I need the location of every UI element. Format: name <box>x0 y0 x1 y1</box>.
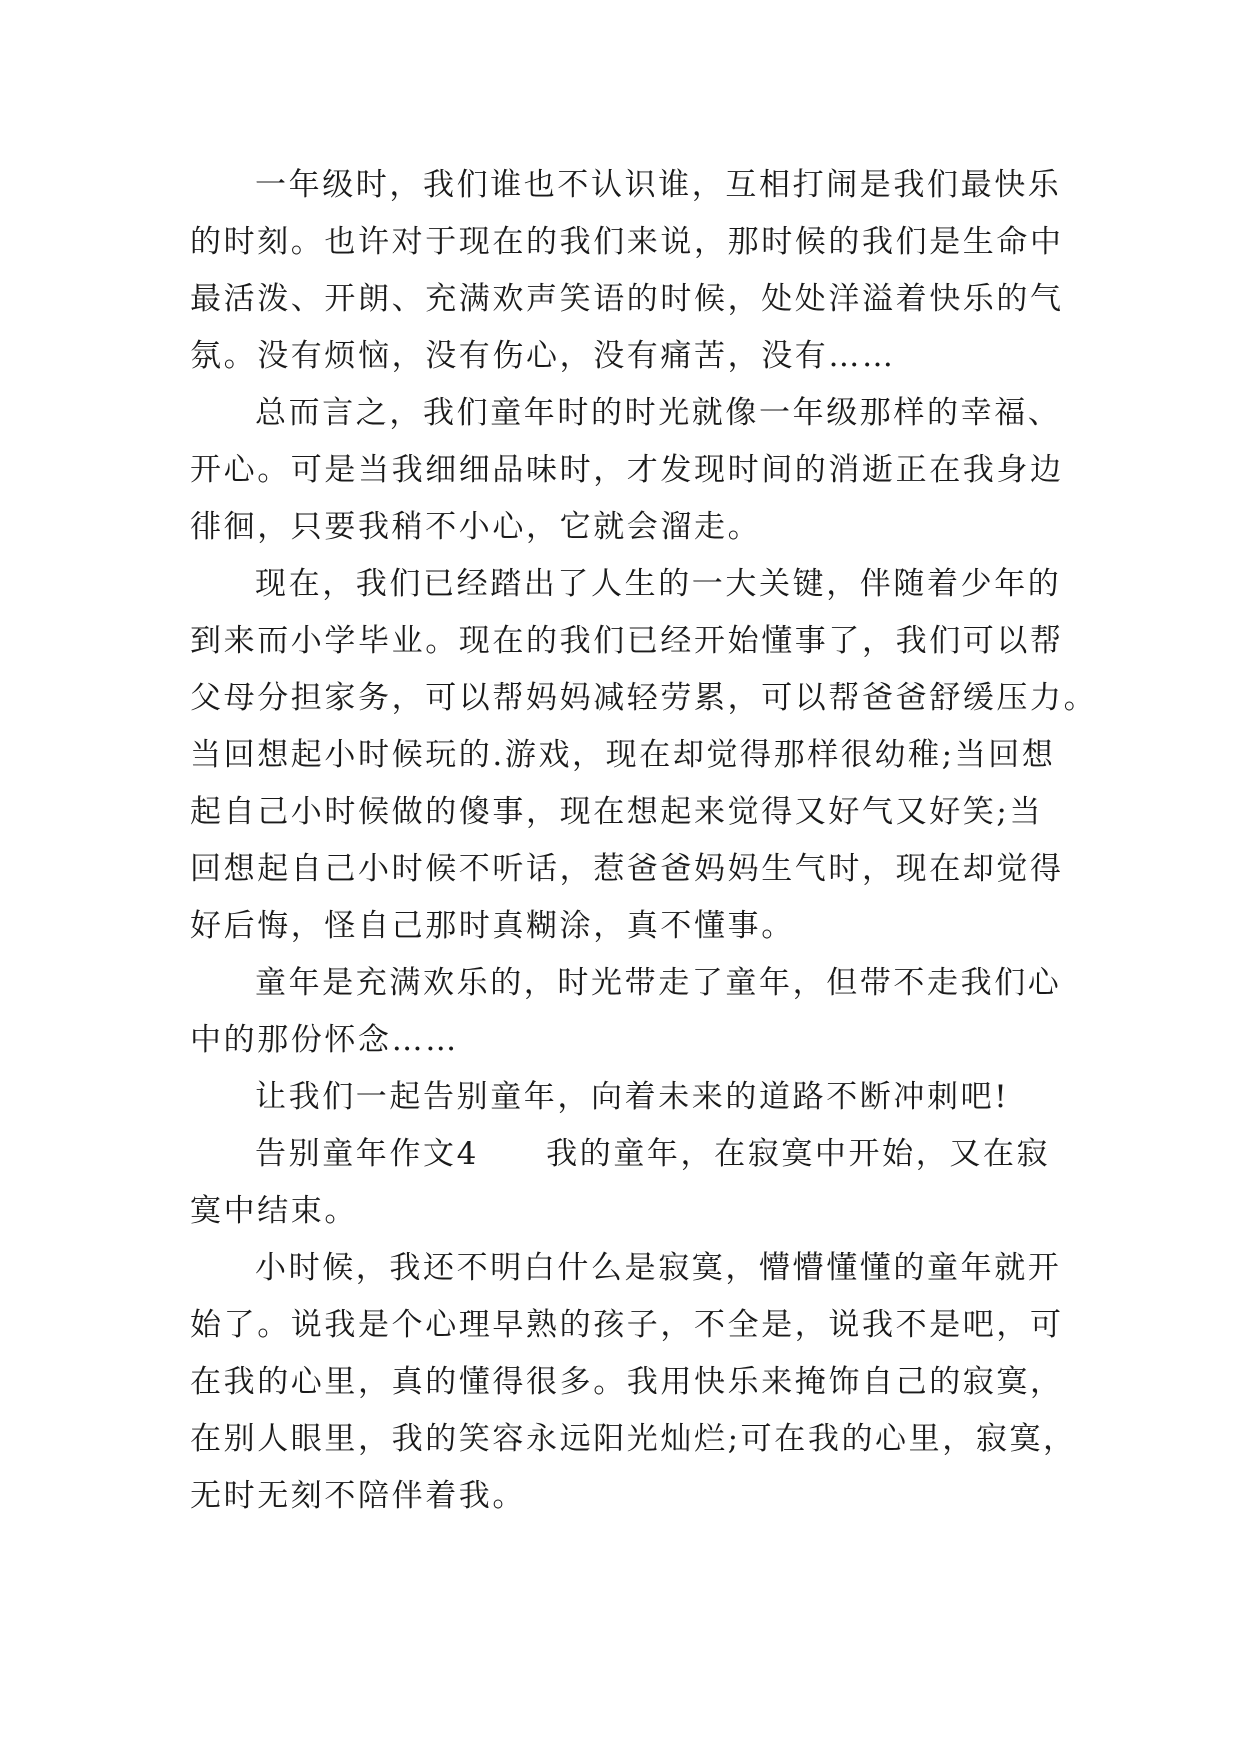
text-line: 徘徊，只要我稍不小心，它就会溜走。 <box>190 509 762 545</box>
text-line: 起自己小时候做的傻事，现在想起来觉得又好气又好笑;当 <box>190 794 1044 830</box>
text-line: 在别人眼里，我的笑容永远阳光灿烂;可在我的心里，寂寞， <box>190 1421 1077 1457</box>
text-line: 回想起自己小时候不听话，惹爸爸妈妈生气时，现在却觉得 <box>190 851 1064 887</box>
text-line: 在我的心里，真的懂得很多。我用快乐来掩饰自己的寂寞， <box>190 1364 1064 1400</box>
text-line: 现在，我们已经踏出了人生的一大关键，伴随着少年的 <box>255 566 1062 602</box>
text-line: 一年级时，我们谁也不认识谁，互相打闹是我们最快乐 <box>255 167 1062 203</box>
text-line: 当回想起小时候玩的.游戏，现在却觉得那样很幼稚;当回想 <box>190 737 1056 773</box>
text-line: 父母分担家务，可以帮妈妈减轻劳累，可以帮爸爸舒缓压力。 <box>190 680 1098 716</box>
text-line: 寞中结束。 <box>190 1193 358 1229</box>
text-line: 无时无刻不陪伴着我。 <box>190 1478 526 1514</box>
text-line: 中的那份怀念…… <box>190 1022 459 1058</box>
text-line: 童年是充满欢乐的，时光带走了童年，但带不走我们心 <box>255 965 1062 1001</box>
text-line: 总而言之，我们童年时的时光就像一年级那样的幸福、 <box>255 395 1062 431</box>
text-line: 开心。可是当我细细品味时，才发现时间的消逝正在我身边 <box>190 452 1064 488</box>
text-line: 氛。没有烦恼，没有伤心，没有痛苦，没有…… <box>190 338 896 374</box>
text-line: 好后悔，怪自己那时真糊涂，真不懂事。 <box>190 908 795 944</box>
text-line: 告别童年作文4 我的童年，在寂寞中开始，又在寂 <box>255 1136 1051 1172</box>
text-line: 让我们一起告别童年，向着未来的道路不断冲刺吧! <box>255 1079 1010 1115</box>
text-line: 小时候，我还不明白什么是寂寞，懵懵懂懂的童年就开 <box>255 1250 1062 1286</box>
text-line: 到来而小学毕业。现在的我们已经开始懂事了，我们可以帮 <box>190 623 1064 659</box>
text-line: 的时刻。也许对于现在的我们来说，那时候的我们是生命中 <box>190 224 1064 260</box>
text-line: 最活泼、开朗、充满欢声笑语的时候，处处洋溢着快乐的气 <box>190 281 1064 317</box>
text-line: 始了。说我是个心理早熟的孩子，不全是，说我不是吧，可 <box>190 1307 1064 1343</box>
